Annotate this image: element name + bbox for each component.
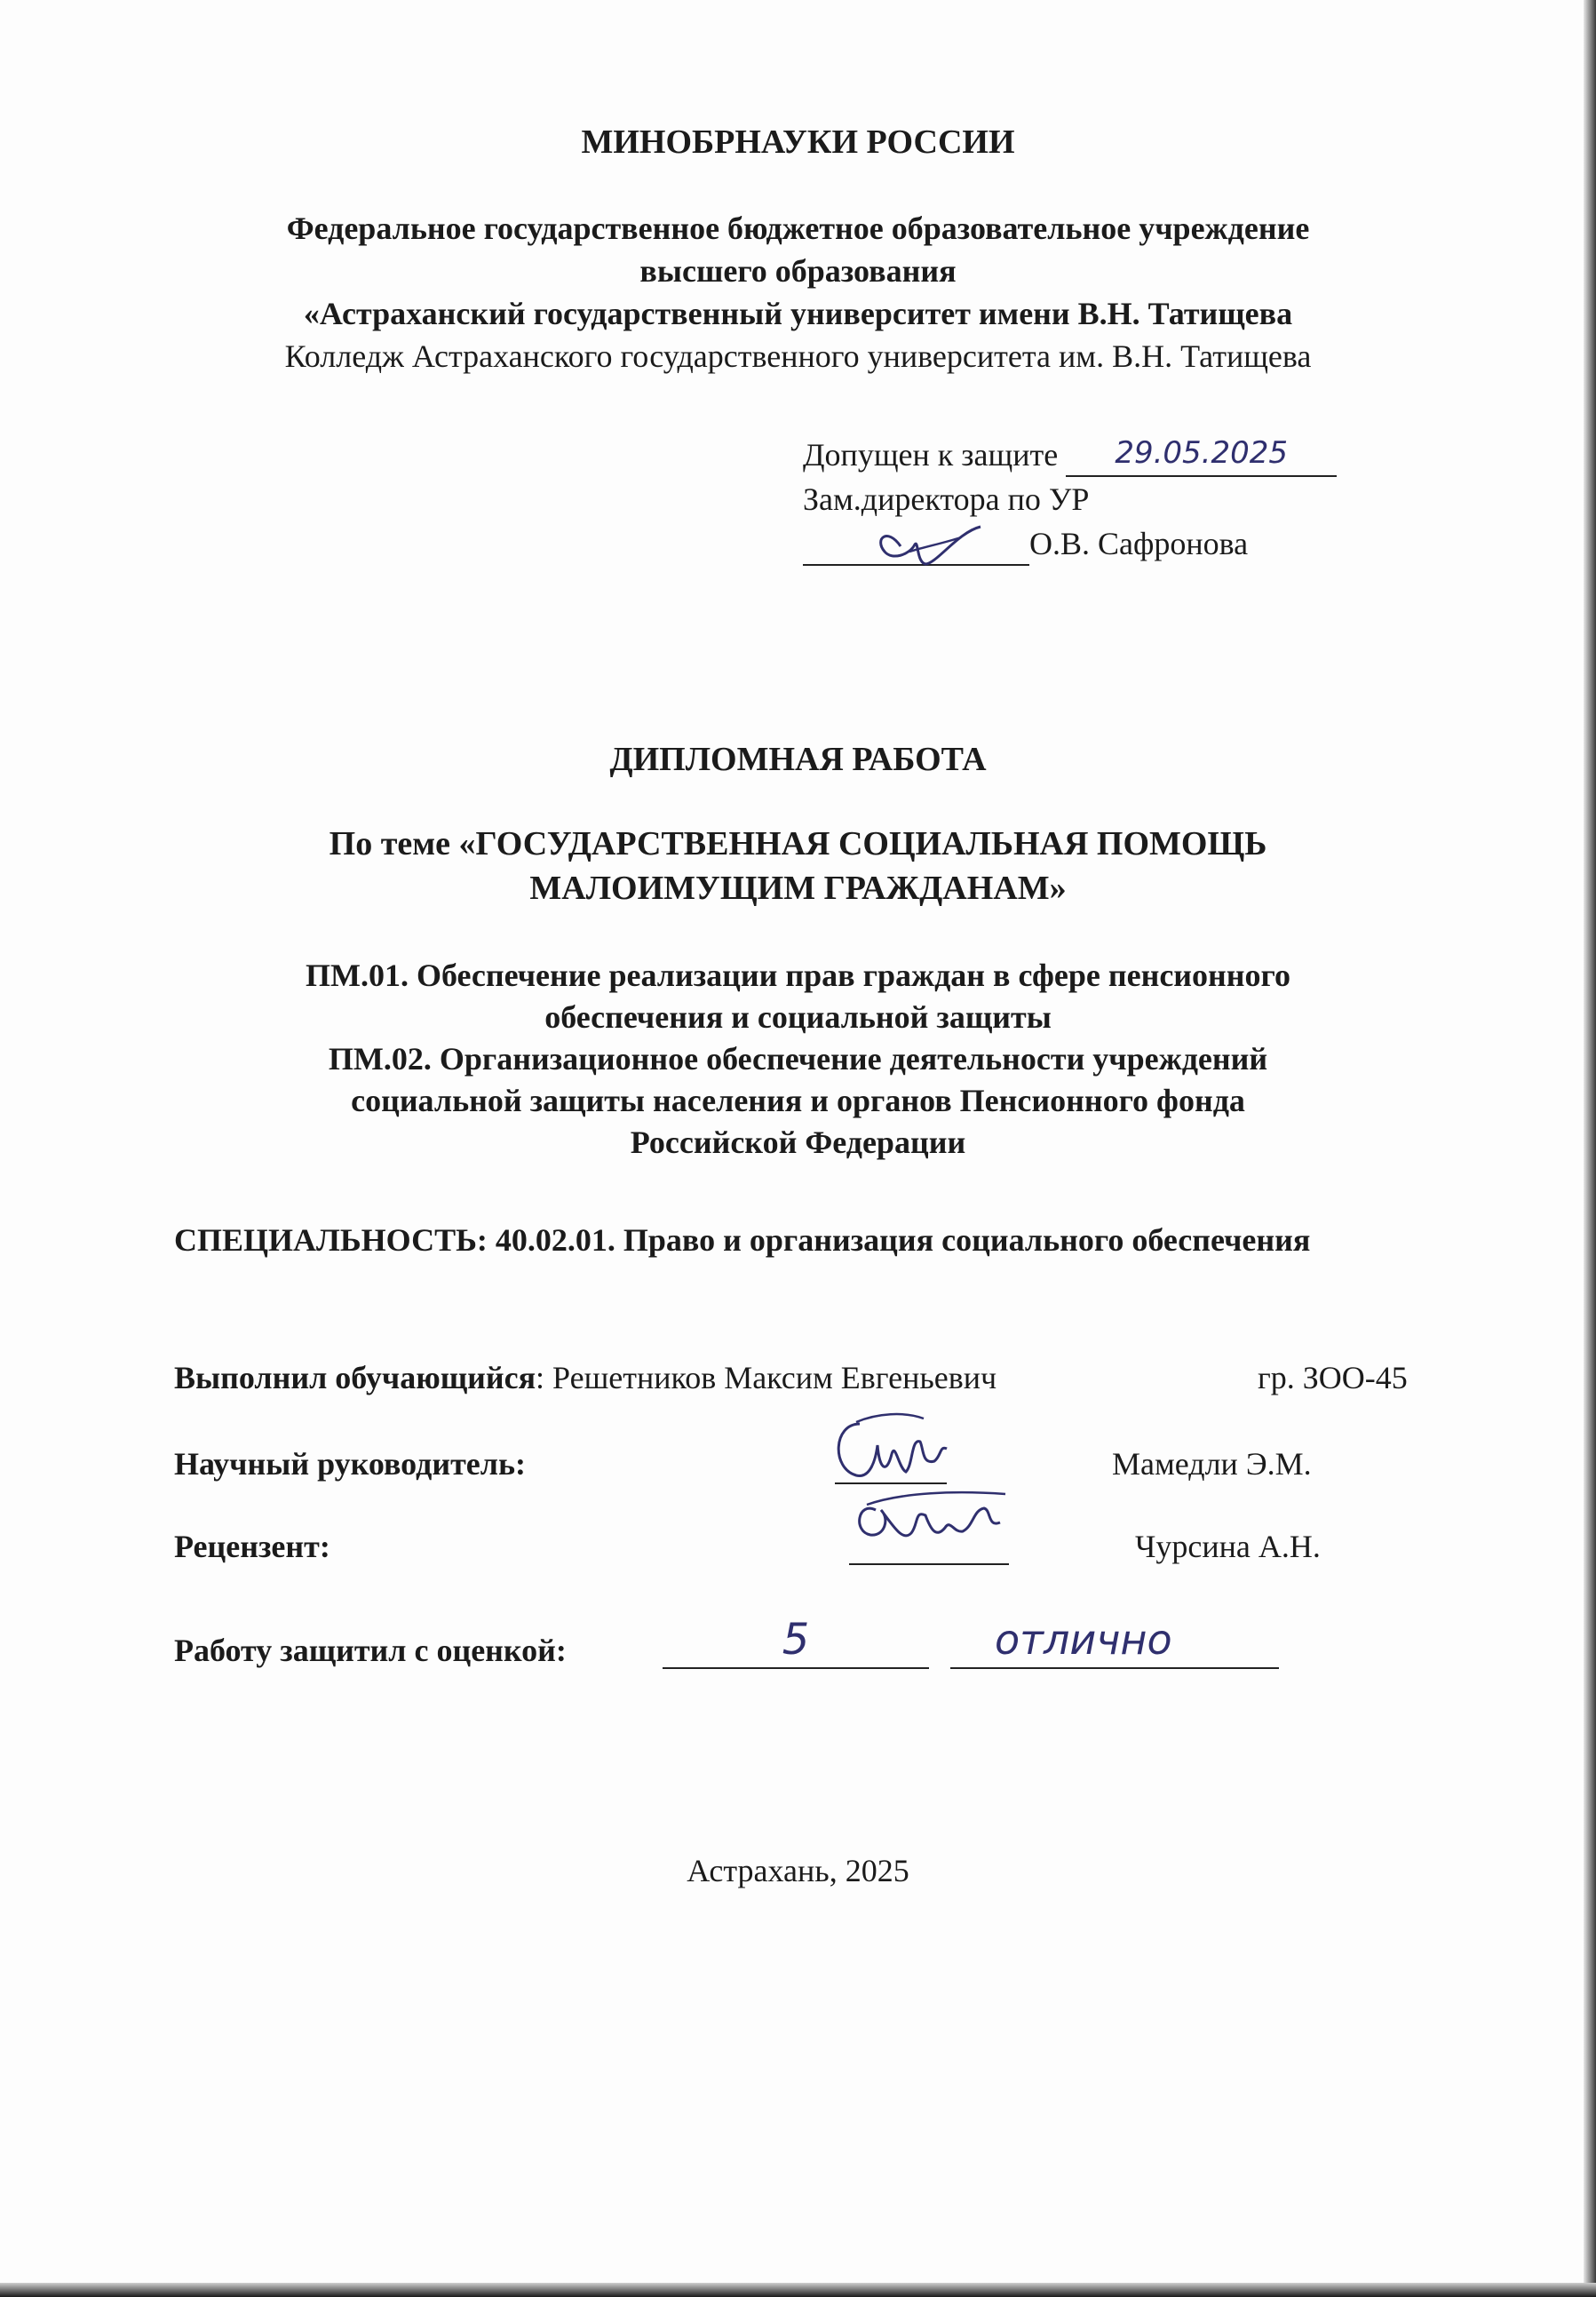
- module-line-2: обеспечения и социальной защиты: [544, 999, 1052, 1035]
- supervisor-signature: [835, 1419, 947, 1484]
- grade-label: Работу защитил с оценкой:: [174, 1633, 567, 1668]
- scan-edge-right: [1584, 0, 1596, 2297]
- topic-heading: [0, 822, 1596, 910]
- module-line-1: ПМ.01. Обеспечение реализации прав граждан в сфере пенсионного: [305, 958, 1290, 993]
- topic-line-1: По теме «ГОСУДАРСТВЕННАЯ СОЦИАЛЬНАЯ ПОМОЩЬ: [329, 825, 1267, 862]
- professional-modules: [0, 955, 1596, 1164]
- city-year: Астрахань, 2025: [687, 1853, 909, 1888]
- supervisor-label: Научный руководитель:: [174, 1446, 526, 1482]
- student-group: гр. ЗОО-45: [1258, 1360, 1408, 1395]
- institution-name: [0, 207, 1596, 335]
- module-line-3: ПМ.02. Организационное обеспечение деятельности учреждений: [328, 1041, 1268, 1077]
- speciality: СПЕЦИАЛЬНОСТЬ: 40.02.01. Право и организация социального обеспечения: [174, 1222, 1311, 1258]
- grade-row: [174, 1615, 1172, 1669]
- grade-word: [950, 1616, 1279, 1669]
- reviewer-name: Чурсина А.Н.: [1135, 1529, 1321, 1564]
- admitted-date: 29.05.2025: [1066, 431, 1337, 477]
- approval-block: [803, 431, 1337, 566]
- deputy-position: Зам.директора по УР: [803, 481, 1090, 517]
- institution-line-1: Федеральное государственное бюджетное образовательное учреждение: [286, 211, 1310, 246]
- college-name: Колледж Астраханского государственного университета им. В.Н. Татищева: [284, 338, 1312, 374]
- student-label: Выполнил обучающийся: [174, 1360, 536, 1395]
- admitted-label: Допущен к защите: [803, 437, 1059, 473]
- institution-line-2: высшего образования: [639, 253, 957, 289]
- module-line-5: Российской Федерации: [630, 1125, 966, 1160]
- reviewer-row: [174, 1528, 1321, 1565]
- work-type-heading: ДИПЛОМНАЯ РАБОТА: [609, 741, 987, 778]
- reviewer-signature: [849, 1498, 1009, 1565]
- scan-edge-bottom: [0, 2283, 1596, 2297]
- institution-line-3: «Астраханский государственный университет имени В.Н. Татищева: [303, 296, 1293, 331]
- admitted-line: [803, 431, 1337, 477]
- reviewer-label: Рецензент:: [174, 1529, 330, 1564]
- ministry-heading: МИНОБРНАУКИ РОССИИ: [581, 123, 1015, 161]
- grade-word-text: отлично: [995, 1616, 1172, 1664]
- module-line-4: социальной защиты населения и органов Пенсионного фонда: [351, 1083, 1245, 1118]
- student-row: [174, 1359, 1408, 1396]
- deputy-signature-line: [803, 521, 1337, 566]
- supervisor-name: Мамедли Э.М.: [1112, 1446, 1312, 1482]
- student-name: : Решетников Максим Евгеньевич: [536, 1360, 997, 1395]
- grade-digit: 5: [663, 1616, 929, 1669]
- deputy-name: О.В. Сафронова: [1029, 526, 1249, 561]
- deputy-signature: [803, 525, 1029, 566]
- supervisor-row: [174, 1445, 1312, 1482]
- topic-line-2: МАЛОИМУЩИМ ГРАЖДАНАМ»: [529, 870, 1067, 907]
